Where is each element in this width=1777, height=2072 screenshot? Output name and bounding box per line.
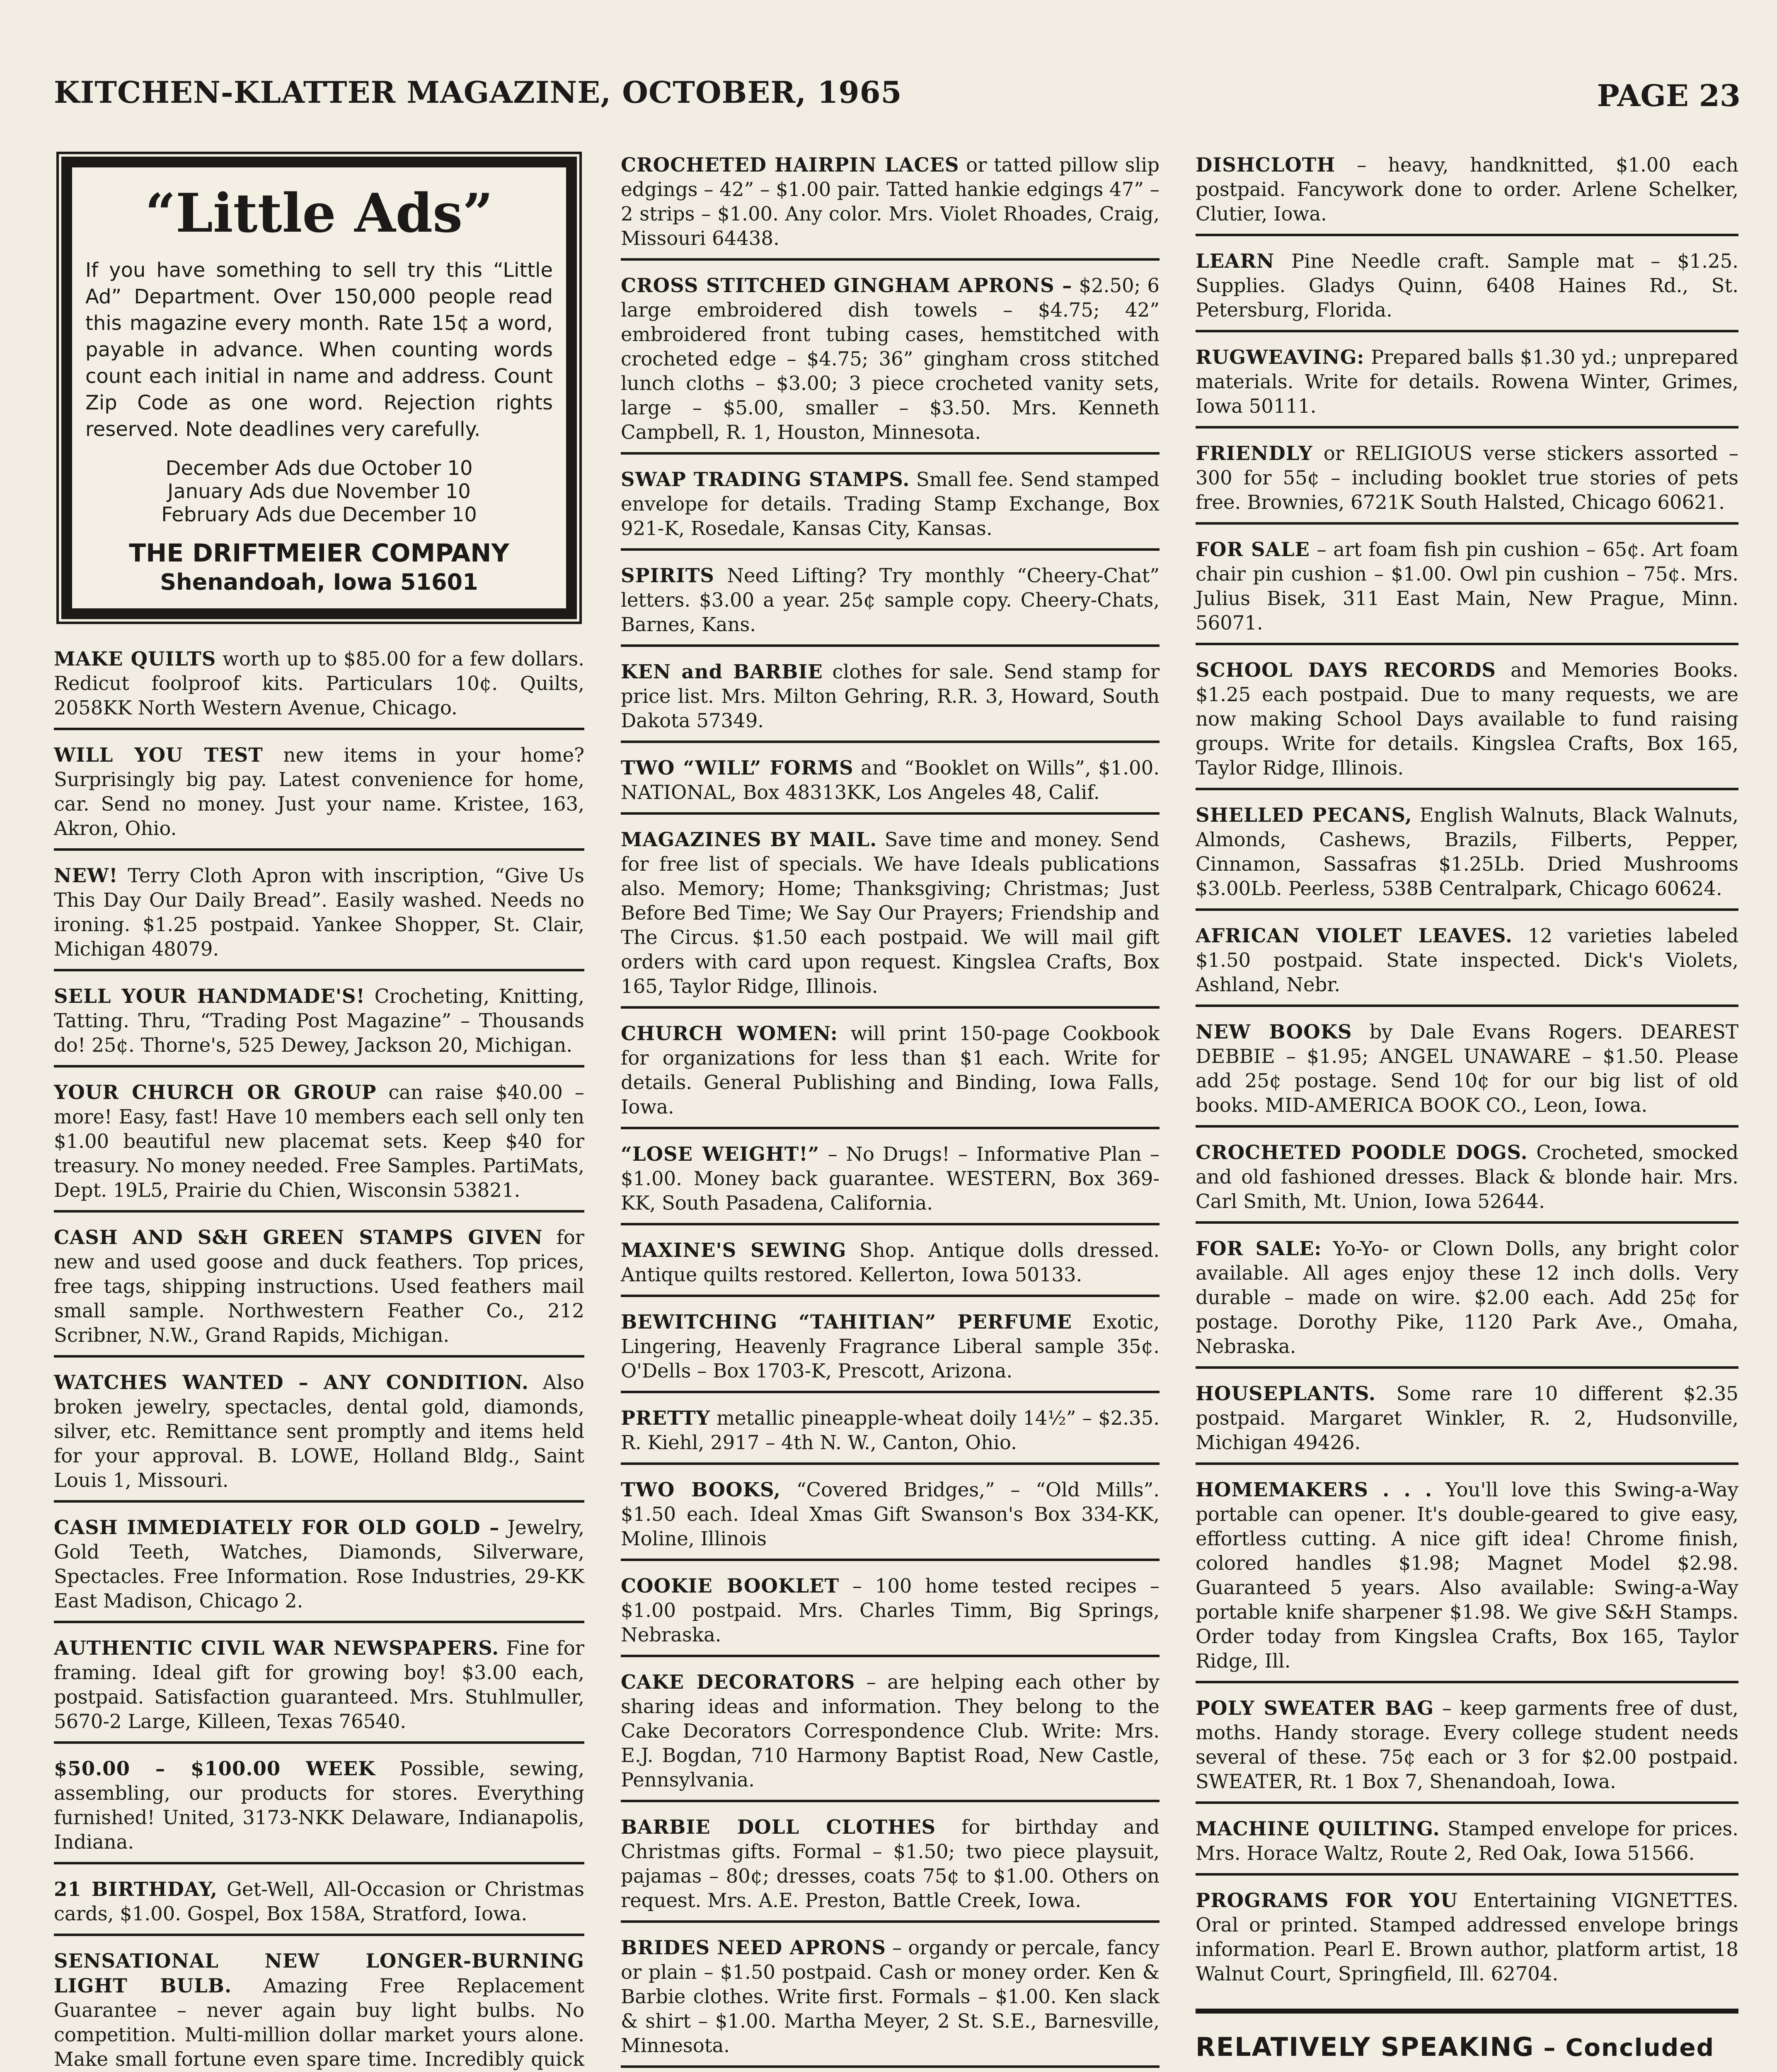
ad-text: Also broken jewelry, spectacles, dental gold, diamonds, silver, etc. Remittance sent promptly and items held for your approval. B. LOWE, Holland Bldg., Saint Louis 1, Missouri. (54, 1371, 584, 1491)
deadline-line: December Ads due October 10 (165, 457, 473, 480)
classified-ad (1196, 1885, 1738, 1994)
ad-text: by Dale Evans Rogers. DEAREST DEBBIE – $1.95; ANGEL UNAWARE – $1.50. Please add 25¢ postage. Send 10¢ for our big list of old books. MID-AMERICA BOOK CO., Leon, Iowa. (1196, 1021, 1739, 1116)
classified-ad (621, 1932, 1160, 2068)
little-ads-title: “Little Ads” (145, 182, 493, 244)
classified-ad (1196, 1378, 1738, 1465)
deadline-line: January Ads due November 10 (167, 480, 471, 503)
ad-text: and Memories Books. $1.25 each postpaid. Due to many requests, we are now making School Days available to fund raising groups. Write for details. Kingslea Crafts, Box 165, Taylor Ridge, Illinois. (1196, 659, 1739, 779)
ad-lead: HOMEMAKERS . . . (1196, 1478, 1433, 1501)
column-1 (54, 149, 584, 2072)
ad-lead: FOR SALE (1196, 538, 1310, 561)
ad-lead: RUGWEAVING: (1196, 346, 1365, 368)
classified-ad (621, 1811, 1160, 1923)
ad-lead: FRIENDLY (1196, 442, 1313, 465)
classified-ad (1196, 341, 1738, 428)
little-ads-body: If you have something to sell try this “Little Ad” Department. Over 150,000 people read this magazine every month. Rate 15¢ a word, payable in advance. When counting words count each initial in name and address. Count Zip Code as one word. Rejection rights reserved. Note deadlines very carefully. (85, 259, 553, 441)
classified-ad (621, 1666, 1160, 1802)
ad-text: Exotic, Lingering, Heavenly Fragrance Liberal sample 35¢. O'Dells – Box 1703-K, Prescott, Arizona. (621, 1311, 1160, 1382)
ad-text: metallic pineapple-wheat doily 14½” – $2.35. R. Kiehl, 2917 – 4th N. W., Canton, Ohio. (621, 1407, 1160, 1454)
ad-text: worth up to $85.00 for a few dollars. Redicut foolproof kits. Particulars 10¢. Quilts, 2058KK North Western Avenue, Chicago. (54, 648, 584, 719)
page-number: PAGE 23 (1597, 78, 1741, 113)
ad-text: Save time and money. Send for free list of specials. We have Ideals publications also. Memory; Home; Thanksgiving; Christmas; Just Before Bed Time; We Say Our Prayers; Friendship and The Circus. $1.50 each postpaid. We will mail gift orders with card upon request. Kingslea Crafts, Box 165, Taylor Ridge, Illinois. (621, 828, 1160, 997)
ad-lead: COOKIE BOOKLET (621, 1574, 840, 1597)
deadlines (85, 457, 553, 526)
classified-ad (54, 1753, 584, 1864)
classified-ad (1196, 1137, 1738, 1224)
ad-text: – No Drugs! – Informative Plan – $1.00. Money back guarantee. WESTERN, Box 369-KK, South Pasadena, California. (621, 1143, 1160, 1214)
ad-text: Yo-Yo- or Clown Dolls, any bright color available. All ages enjoy these 12 inch dolls. Very durable – made on wire. $2.00 each. Add 25¢ for postage. Dorothy Pike, 1120 Park Ave., Omaha, Nebraska. (1196, 1237, 1738, 1358)
classified-ad (54, 1512, 584, 1623)
ad-text: Fine for framing. Ideal gift for growing boy! $3.00 each, postpaid. Satisfaction guaranteed. Mrs. Stuhlmuller, 5670-2 Large, Killeen, Texas 76540. (54, 1637, 584, 1733)
ad-lead: SCHOOL DAYS RECORDS (1196, 658, 1496, 681)
ad-text: Shop. Antique dolls dressed. Antique quilts restored. Kellerton, Iowa 50133. (621, 1239, 1160, 1286)
classified-ad (1196, 149, 1738, 236)
classified-ad (54, 1945, 584, 2072)
ad-lead: PRETTY (621, 1406, 710, 1429)
ad-text: new items in your home? Surprisingly big pay. Latest convenience for home, car. Send no money. Just your name. Kristee, 163, Akron, Ohio. (54, 744, 584, 840)
classified-ad (54, 1874, 584, 1936)
ad-lead: SPIRITS (621, 564, 714, 587)
ad-lead: SENSATIONAL NEW LONGER-BURNING LIGHT BULB. (54, 1949, 584, 1997)
ad-text: Jewelry, Gold Teeth, Watches, Diamonds, Silverware, Spectacles. Free Information. Rose Industries, 29-KK East Madison, Chicago 2. (54, 1516, 584, 1612)
ad-lead: CASH IMMEDIATELY FOR OLD GOLD – (54, 1516, 500, 1539)
masthead: KITCHEN-KLATTER MAGAZINE, OCTOBER, 1965 (54, 75, 902, 110)
classified-ad (621, 149, 1160, 261)
classified-ad (621, 1402, 1160, 1465)
classified-ad (621, 1474, 1160, 1561)
classified-ad (1196, 1813, 1738, 1876)
classified-ad (1196, 654, 1738, 790)
classified-ad (1196, 1692, 1738, 1804)
ad-lead: YOUR CHURCH OR GROUP (54, 1081, 377, 1104)
ad-lead: BEWITCHING “TAHITIAN” PERFUME (621, 1310, 1072, 1333)
ad-lead: NEW! (54, 864, 118, 887)
ad-lead: HOUSEPLANTS. (1196, 1382, 1376, 1405)
ad-text: Need Lifting? Try monthly “Cheery-Chat” letters. $3.00 a year. 25¢ sample copy. Cheery-Chats, Barnes, Kans. (621, 564, 1160, 636)
classified-ad (54, 1077, 584, 1213)
ad-text: – are helping each other by sharing ideas and information. They belong to the Cake Decorators Correspondence Club. Write: Mrs. E.J. Bogdan, 710 Harmony Baptist Road, New Castle, Pennsylvania. (621, 1671, 1160, 1791)
classified-ad (54, 1367, 584, 1503)
rs-subtitle: – Concluded (1534, 2033, 1715, 2062)
classified-ad (1196, 1474, 1738, 1683)
deadline-line: February Ads due December 10 (161, 503, 477, 526)
ad-lead: FOR SALE: (1196, 1237, 1322, 1260)
ad-lead: CAKE DECORATORS (621, 1670, 855, 1693)
ad-text: “Covered Bridges,” – “Old Mills”. $1.50 each. Ideal Xmas Gift Swanson's Box 334-KK, Moline, Illinois (621, 1479, 1160, 1550)
ad-lead: WILL YOU TEST (54, 743, 263, 766)
ad-lead: BARBIE DOLL CLOTHES (621, 1815, 936, 1838)
classified-ad (54, 980, 584, 1067)
classified-ad (1196, 1016, 1738, 1128)
ad-lead: NEW BOOKS (1196, 1020, 1352, 1043)
ad-lead: TWO BOOKS, (621, 1478, 781, 1501)
ad-text: Some rare 10 different $2.35 postpaid. Margaret Winkler, R. 2, Hudsonville, Michigan 49426. (1196, 1382, 1738, 1454)
ad-text: or tatted pillow slip edgings – 42” – $1.00 pair. Tatted hankie edgings 47” – 2 strips – $1.00. Any color. Mrs. Violet Rhoades, Craig, Missouri 64438. (621, 154, 1160, 249)
ad-text: Crocheted, smocked and old fashioned dresses. Black & blonde hair. Mrs. Carl Smith, Mt. Union, Iowa 52644. (1196, 1141, 1738, 1213)
ad-lead: MACHINE QUILTING. (1196, 1817, 1440, 1840)
classified-ad (621, 1018, 1160, 1129)
ad-text: – organdy or percale, fancy or plain – $1.50 postpaid. Cash or money order. Ken & Barbie clothes. Write first. Formals – $1.00. Ken slack & shirt – $1.00. Martha Meyer, 2 St. S.E., Barnesville, Minnesota. (621, 1936, 1160, 2057)
ad-text: Possible, sewing, assembling, our products for stores. Everything furnished! United, 3173-NKK Delaware, Indianapolis, Indiana. (54, 1757, 585, 1853)
relatively-speaking-title (1196, 2032, 1738, 2062)
ad-text: – heavy, handknitted, $1.00 each postpaid. Fancywork done to order. Arlene Schelker, Clutier, Iowa. (1196, 154, 1738, 225)
ad-lead: BRIDES NEED APRONS (621, 1936, 886, 1959)
classified-ad (621, 464, 1160, 551)
classified-ad (621, 270, 1160, 455)
ad-lead: MAKE QUILTS (54, 647, 216, 670)
ad-lead: AUTHENTIC CIVIL WAR NEWSPAPERS. (54, 1636, 499, 1659)
ad-text: – keep garments free of dust, moths. Handy storage. Every college student needs several of these. 75¢ each or 3 for $2.00 postpaid. SWEATER, Rt. 1 Box 7, Shenandoah, Iowa. (1196, 1697, 1738, 1793)
ad-text: or RELIGIOUS verse stickers assorted – 300 for 55¢ – including booklet true stories of pets free. Brownies, 6721K South Halsted, Chicago 60621. (1196, 442, 1738, 513)
ad-text: You'll love this Swing-a-Way portable can opener. It's double-geared to give easy, effortless cutting. A nice gift idea! Chrome finish, colored handles $1.98; Magnet Model $2.98. Guaranteed 5 years. Also available: Swing-a-Way portable knife sharpener $1.98. We give S&H Stamps. Order today from Kingslea Crafts, Box 165, Taylor Ridge, Ill. (1196, 1479, 1738, 1672)
ad-lead: PROGRAMS FOR YOU (1196, 1889, 1458, 1912)
ad-lead: SWAP TRADING STAMPS. (621, 468, 910, 491)
ad-text: Small fee. Send stamped envelope for details. Trading Stamp Exchange, Box 921-K, Rosedale, Kansas City, Kansas. (621, 468, 1160, 540)
classified-ad (1196, 438, 1738, 525)
ad-lead: SELL YOUR HANDMADE'S! (54, 985, 365, 1007)
column-2 (621, 149, 1160, 2072)
ad-lead: POLY SWEATER BAG (1196, 1697, 1434, 1719)
classified-ad (621, 752, 1160, 815)
ad-text: for new and used goose and duck feathers. Top prices, free tags, shipping instructions. Used feathers mail small sample. Northwestern Feather Co., 212 Scribner, N.W., Grand Rapids, Michigan. (54, 1226, 585, 1346)
classified-ad (621, 1570, 1160, 1657)
classified-ad (1196, 245, 1738, 332)
ad-text: – art foam fish pin cushion – 65¢. Art foam chair pin cushion – $1.00. Owl pin cushion – 75¢. Mrs. Julius Bisek, 311 East Main, New Prague, Minn. 56071. (1196, 538, 1738, 634)
classified-ad (54, 643, 584, 730)
ad-lead: SHELLED PECANS, (1196, 804, 1412, 826)
ad-text: English Walnuts, Black Walnuts, Almonds, Cashews, Brazils, Filberts, Pepper, Cinnamon, Sassafras $1.25Lb. Dried Mushrooms $3.00Lb. Peerless, 538B Centralpark, Chicago 60624. (1196, 804, 1738, 900)
ad-text: can raise $40.00 – more! Easy, fast! Have 10 members each sell only ten $1.00 beautiful new placemat sets. Keep $40 for treasury. No money needed. Free Samples. PartiMats, Dept. 19L5, Prairie du Chien, Wisconsin 53821. (54, 1081, 584, 1201)
page-header (54, 66, 1741, 116)
ad-text: – 100 home tested recipes – $1.00 postpaid. Mrs. Charles Timm, Big Springs, Nebraska. (621, 1575, 1160, 1646)
ad-text: for birthday and Christmas gifts. Formal – $1.50; two piece playsuit, pajamas – 80¢; dresses, coats 75¢ to $1.00. Others on request. Mrs. A.E. Preston, Battle Creek, Iowa. (621, 1816, 1160, 1912)
ad-text: Pine Needle craft. Sample mat – $1.25. Supplies. Gladys Quinn, 6408 Haines Rd., St. Petersburg, Florida. (1196, 250, 1738, 321)
classified-ad (1196, 1233, 1738, 1369)
classified-ad (621, 824, 1160, 1009)
little-ads-box (61, 157, 577, 619)
ad-text: Stamped envelope for prices. Mrs. Horace Waltz, Route 2, Red Oak, Iowa 51566. (1196, 1818, 1738, 1864)
ad-text: $2.50; 6 large embroidered dish towels – $4.75; 42” embroidered front tubing cases, hemstitched with crocheted edge – $4.75; 36” gingham cross stitched lunch cloths – $3.00; 3 piece crocheted vanity sets, large – $5.00, smaller – $3.50. Mrs. Kenneth Campbell, R. 1, Houston, Minnesota. (621, 274, 1160, 443)
classified-ad (621, 656, 1160, 743)
classified-ad (621, 560, 1160, 647)
ad-text: Entertaining VIGNETTES. Oral or printed. Stamped addressed envelope brings information. Pearl E. Brown author, platform artist, 18 Walnut Court, Springfield, Ill. 62704. (1196, 1889, 1738, 1985)
ad-text: Amazing Free Replacement Guarantee – never again buy light bulbs. No competition. Multi-million dollar market yours alone. Make small fortune even spare time. Incredibly quick (54, 1975, 584, 2070)
ad-lead: “LOSE WEIGHT!” (621, 1143, 820, 1165)
ad-lead: DISHCLOTH (1196, 153, 1336, 176)
ad-lead: CHURCH WOMEN: (621, 1022, 838, 1045)
ad-text: Terry Cloth Apron with inscription, “Give Us This Day Our Daily Bread”. Easily washed. Needs no ironing. $1.25 postpaid. Yankee Shopper, St. Clair, Michigan 48079. (54, 864, 584, 960)
ad-lead: WATCHES WANTED – ANY CONDITION. (54, 1371, 529, 1394)
ad-lead: CASH AND S&H GREEN STAMPS GIVEN (54, 1226, 543, 1249)
ad-lead: LEARN (1196, 249, 1275, 272)
relatively-speaking-body (1196, 2070, 1738, 2072)
ad-text: will print 150-page Cookbook for organizations for less than $1 each. Write for details. General Publishing and Binding, Iowa Falls, Iowa. (621, 1022, 1160, 1118)
classified-ad (54, 860, 584, 971)
ad-lead: AFRICAN VIOLET LEAVES. (1196, 924, 1513, 947)
ad-lead: MAGAZINES BY MAIL. (621, 828, 877, 851)
classified-ad (54, 739, 584, 851)
ad-lead: MAXINE'S SEWING (621, 1239, 847, 1261)
classified-ad (621, 1234, 1160, 1297)
column-3 (1196, 149, 1738, 2072)
section-divider (1196, 2009, 1738, 2014)
ad-text: Crocheting, Knitting, Tatting. Thru, “Trading Post Magazine” – Thousands do! 25¢. Thorne's, 525 Dewey, Jackson 20, Michigan. (54, 985, 584, 1056)
ad-lead: TWO “WILL” FORMS (621, 756, 854, 779)
ad-lead: $50.00 – $100.00 WEEK (54, 1757, 375, 1780)
ad-text: Prepared balls $1.30 yd.; unprepared materials. Write for details. Rowena Winter, Grimes, Iowa 50111. (1196, 346, 1738, 417)
ad-text: clothes for sale. Send stamp for price list. Mrs. Milton Gehring, R.R. 3, Howard, South Dakota 57349. (621, 661, 1160, 732)
ad-lead: 21 BIRTHDAY, (54, 1878, 218, 1900)
ad-text: and “Booklet on Wills”, $1.00. NATIONAL, Box 48313KK, Los Angeles 48, Calif. (621, 757, 1160, 804)
classified-ad (621, 1138, 1160, 1225)
ad-text: 12 varieties labeled $1.50 postpaid. State inspected. Dick's Violets, Ashland, Nebr. (1196, 925, 1739, 996)
company-city: Shenandoah, Iowa 51601 (160, 569, 478, 595)
ad-lead: CROCHETED HAIRPIN LACES (621, 153, 959, 176)
ad-lead: KEN and BARBIE (621, 660, 823, 683)
company-name: THE DRIFTMEIER COMPANY (129, 539, 509, 568)
classified-ad (54, 1632, 584, 1744)
ad-text: Get-Well, All-Occasion or Christmas cards, $1.00. Gospel, Box 158A, Stratford, Iowa. (54, 1878, 584, 1925)
ad-lead: CROSS STITCHED GINGHAM APRONS – (621, 274, 1072, 297)
classified-ad (1196, 920, 1738, 1007)
classified-ad (1196, 534, 1738, 645)
classified-ad (54, 1222, 584, 1358)
ad-lead: CROCHETED POODLE DOGS. (1196, 1141, 1528, 1164)
classified-ad (621, 1306, 1160, 1393)
classified-ad (1196, 799, 1738, 911)
rs-title-text: RELATIVELY SPEAKING (1196, 2032, 1535, 2062)
rs-paragraph (1196, 2070, 1738, 2072)
